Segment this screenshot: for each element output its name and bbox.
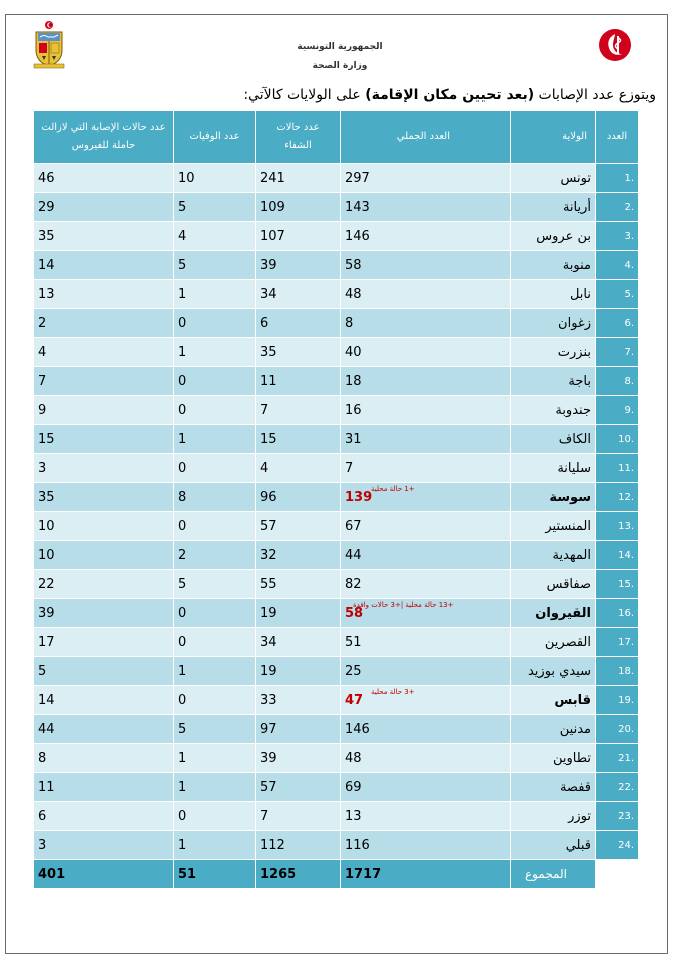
row-deaths: 1 [174, 657, 256, 686]
row-active: 44 [34, 715, 174, 744]
row-recovered: 55 [256, 570, 341, 599]
row-recovered: 15 [256, 425, 341, 454]
row-active: 8 [34, 744, 174, 773]
row-deaths: 0 [174, 512, 256, 541]
row-total-value: 146 [345, 228, 370, 244]
row-total [341, 193, 511, 222]
row-governorate: تونس [511, 164, 596, 193]
row-governorate: سليانة [511, 454, 596, 483]
table-row [34, 802, 639, 831]
row-recovered: 7 [256, 396, 341, 425]
row-governorate: بنزرت [511, 338, 596, 367]
table-row [34, 222, 639, 251]
row-total [341, 309, 511, 338]
row-recovered: 57 [256, 773, 341, 802]
row-recovered: 33 [256, 686, 341, 715]
row-recovered: 6 [256, 309, 341, 338]
table-row [34, 454, 639, 483]
row-deaths: 0 [174, 454, 256, 483]
row-deaths: 0 [174, 367, 256, 396]
row-total [341, 454, 511, 483]
row-total [341, 831, 511, 860]
row-total-value: 69 [345, 779, 362, 795]
row-total-value: 297 [345, 170, 370, 186]
row-total-value: 116 [345, 837, 370, 853]
row-total-value: 51 [345, 634, 362, 650]
row-total [341, 570, 511, 599]
red-crescent-icon [598, 28, 632, 62]
row-index: .18 [596, 657, 639, 686]
row-total-value: 146 [345, 721, 370, 737]
row-total-value: 18 [345, 373, 362, 389]
row-active: 17 [34, 628, 174, 657]
row-deaths: 1 [174, 773, 256, 802]
row-total [341, 251, 511, 280]
row-deaths: 1 [174, 280, 256, 309]
row-deaths: 5 [174, 193, 256, 222]
table-row [34, 599, 639, 628]
row-total [341, 280, 511, 309]
row-total-value: 67 [345, 518, 362, 534]
row-active: 10 [34, 541, 174, 570]
row-total [341, 599, 511, 628]
intro-before: ويتوزع عدد الإصابات [534, 87, 656, 103]
header-total: العدد الجملي [341, 111, 511, 164]
row-total [341, 744, 511, 773]
header-index: العدد [596, 111, 639, 164]
intro-after: على الولايات كالآتي: [243, 87, 366, 103]
row-total [341, 657, 511, 686]
table-row [34, 338, 639, 367]
row-total-value: 25 [345, 663, 362, 679]
table-row [34, 831, 639, 860]
row-governorate: الكاف [511, 425, 596, 454]
row-total [341, 367, 511, 396]
row-total-value: 58 [345, 257, 362, 273]
row-recovered: 19 [256, 657, 341, 686]
row-total-value: 139 [345, 489, 373, 505]
row-active: 46 [34, 164, 174, 193]
row-governorate: قابس [511, 686, 596, 715]
row-active: 29 [34, 193, 174, 222]
row-recovered: 35 [256, 338, 341, 367]
row-deaths: 5 [174, 251, 256, 280]
row-index: .19 [596, 686, 639, 715]
header-governorate: الولاية [511, 111, 596, 164]
row-active: 4 [34, 338, 174, 367]
row-recovered: 11 [256, 367, 341, 396]
row-active: 14 [34, 686, 174, 715]
row-recovered: 7 [256, 802, 341, 831]
intro-bold: (بعد تحيين مكان الإقامة) [365, 87, 535, 103]
table-row [34, 396, 639, 425]
row-active: 22 [34, 570, 174, 599]
table-row [34, 251, 639, 280]
row-governorate: بن عروس [511, 222, 596, 251]
table-row [34, 715, 639, 744]
row-local-cases-note: +1 حالة محلية [371, 485, 415, 493]
row-recovered: 32 [256, 541, 341, 570]
row-active: 14 [34, 251, 174, 280]
row-index: .8 [596, 367, 639, 396]
row-active: 3 [34, 831, 174, 860]
table-row [34, 483, 639, 512]
row-total [341, 512, 511, 541]
row-total [341, 802, 511, 831]
row-total [341, 686, 511, 715]
row-governorate: المنستير [511, 512, 596, 541]
row-governorate: زغوان [511, 309, 596, 338]
row-governorate: منوبة [511, 251, 596, 280]
row-active: 39 [34, 599, 174, 628]
header-recovered-line2: الشفاء [284, 140, 312, 151]
row-deaths: 8 [174, 483, 256, 512]
row-total-value: 31 [345, 431, 362, 447]
row-index: .6 [596, 309, 639, 338]
row-index: .5 [596, 280, 639, 309]
row-index: .23 [596, 802, 639, 831]
header-carriers-line1: عدد حالات الإصابة التي لازالت [41, 122, 166, 133]
table-row [34, 280, 639, 309]
table-row [34, 164, 639, 193]
table-row [34, 628, 639, 657]
totals-active: 401 [34, 860, 174, 889]
row-total-value: 8 [345, 315, 354, 331]
row-index: .22 [596, 773, 639, 802]
row-total [341, 164, 511, 193]
document-header [230, 38, 450, 76]
header-carriers [34, 111, 174, 164]
row-deaths: 0 [174, 802, 256, 831]
row-index: .14 [596, 541, 639, 570]
row-index: .21 [596, 744, 639, 773]
row-recovered: 34 [256, 628, 341, 657]
cases-table [33, 110, 639, 889]
row-total [341, 483, 511, 512]
header-recovered-line1: عدد حالات [276, 122, 320, 133]
row-local-cases-note: +3 حالة محلية [371, 688, 415, 696]
table-row [34, 570, 639, 599]
row-active: 13 [34, 280, 174, 309]
row-deaths: 2 [174, 541, 256, 570]
row-deaths: 1 [174, 831, 256, 860]
row-governorate: باجة [511, 367, 596, 396]
row-governorate: توزر [511, 802, 596, 831]
row-recovered: 107 [256, 222, 341, 251]
row-active: 35 [34, 222, 174, 251]
row-index: .10 [596, 425, 639, 454]
row-recovered: 19 [256, 599, 341, 628]
row-active: 6 [34, 802, 174, 831]
row-index: .9 [596, 396, 639, 425]
row-total-value: 82 [345, 576, 362, 592]
row-total-value: 47 [345, 692, 364, 708]
row-recovered: 34 [256, 280, 341, 309]
totals-label: المجموع [511, 860, 596, 889]
row-deaths: 5 [174, 715, 256, 744]
row-active: 2 [34, 309, 174, 338]
row-governorate: القيروان [511, 599, 596, 628]
row-deaths: 4 [174, 222, 256, 251]
totals-deaths: 51 [174, 860, 256, 889]
row-index: .17 [596, 628, 639, 657]
table-row [34, 657, 639, 686]
row-total-value: 40 [345, 344, 362, 360]
table-row [34, 367, 639, 396]
row-recovered: 39 [256, 251, 341, 280]
row-recovered: 112 [256, 831, 341, 860]
row-recovered: 57 [256, 512, 341, 541]
ministry-title: وزارة الصحة [312, 61, 368, 71]
row-index: .13 [596, 512, 639, 541]
row-governorate: نابل [511, 280, 596, 309]
table-row [34, 686, 639, 715]
row-deaths: 10 [174, 164, 256, 193]
row-governorate: مدنين [511, 715, 596, 744]
row-governorate: أريانة [511, 193, 596, 222]
totals-total: 1717 [341, 860, 511, 889]
row-governorate: صفاقس [511, 570, 596, 599]
row-deaths: 0 [174, 686, 256, 715]
table-row [34, 744, 639, 773]
row-recovered: 109 [256, 193, 341, 222]
row-local-cases-note: +13 حالة محلية |+3 حالات وافدة [353, 601, 454, 609]
row-index: .24 [596, 831, 639, 860]
row-active: 3 [34, 454, 174, 483]
row-total [341, 628, 511, 657]
row-total [341, 773, 511, 802]
row-index: .11 [596, 454, 639, 483]
row-total-value: 143 [345, 199, 370, 215]
row-recovered: 4 [256, 454, 341, 483]
row-index: .15 [596, 570, 639, 599]
row-index: .4 [596, 251, 639, 280]
row-total [341, 396, 511, 425]
row-active: 35 [34, 483, 174, 512]
row-deaths: 0 [174, 396, 256, 425]
row-governorate: المهدية [511, 541, 596, 570]
row-deaths: 0 [174, 599, 256, 628]
republic-title: الجمهورية التونسية [297, 42, 383, 52]
row-index: .16 [596, 599, 639, 628]
row-index: .20 [596, 715, 639, 744]
row-active: 9 [34, 396, 174, 425]
table-row [34, 541, 639, 570]
row-deaths: 0 [174, 309, 256, 338]
row-index: .1 [596, 164, 639, 193]
table-row [34, 425, 639, 454]
row-total-value: 16 [345, 402, 362, 418]
row-governorate: سيدي بوزيد [511, 657, 596, 686]
row-active: 11 [34, 773, 174, 802]
table-row [34, 773, 639, 802]
totals-recovered: 1265 [256, 860, 341, 889]
row-index: .12 [596, 483, 639, 512]
table-body [34, 164, 639, 889]
row-total [341, 425, 511, 454]
row-index: .2 [596, 193, 639, 222]
row-deaths: 0 [174, 628, 256, 657]
row-total-value: 13 [345, 808, 362, 824]
row-deaths: 1 [174, 425, 256, 454]
table-row [34, 512, 639, 541]
header-deaths: عدد الوفيات [174, 111, 256, 164]
row-total-value: 48 [345, 286, 362, 302]
row-total [341, 541, 511, 570]
row-governorate: قفصة [511, 773, 596, 802]
row-active: 5 [34, 657, 174, 686]
header-carriers-line2: حاملة للفيروس [71, 140, 136, 151]
row-recovered: 241 [256, 164, 341, 193]
row-active: 7 [34, 367, 174, 396]
coat-of-arms-icon [32, 20, 66, 70]
header-recovered [256, 111, 341, 164]
intro-text [150, 87, 656, 103]
row-active: 15 [34, 425, 174, 454]
row-total-value: 7 [345, 460, 354, 476]
row-index: .7 [596, 338, 639, 367]
table-header-row [34, 111, 639, 164]
row-active: 10 [34, 512, 174, 541]
totals-empty-cell [596, 860, 639, 889]
row-total [341, 222, 511, 251]
row-index: .3 [596, 222, 639, 251]
row-governorate: تطاوين [511, 744, 596, 773]
row-governorate: القصرين [511, 628, 596, 657]
row-total-value: 48 [345, 750, 362, 766]
row-deaths: 1 [174, 744, 256, 773]
row-recovered: 39 [256, 744, 341, 773]
row-deaths: 1 [174, 338, 256, 367]
table-row [34, 193, 639, 222]
row-recovered: 96 [256, 483, 341, 512]
row-governorate: قبلي [511, 831, 596, 860]
row-governorate: سوسة [511, 483, 596, 512]
row-governorate: جندوبة [511, 396, 596, 425]
row-total-value: 58 [345, 605, 364, 621]
row-total [341, 715, 511, 744]
row-total [341, 338, 511, 367]
row-total-value: 44 [345, 547, 362, 563]
table-row [34, 309, 639, 338]
totals-row [34, 860, 639, 889]
row-recovered: 97 [256, 715, 341, 744]
row-deaths: 5 [174, 570, 256, 599]
